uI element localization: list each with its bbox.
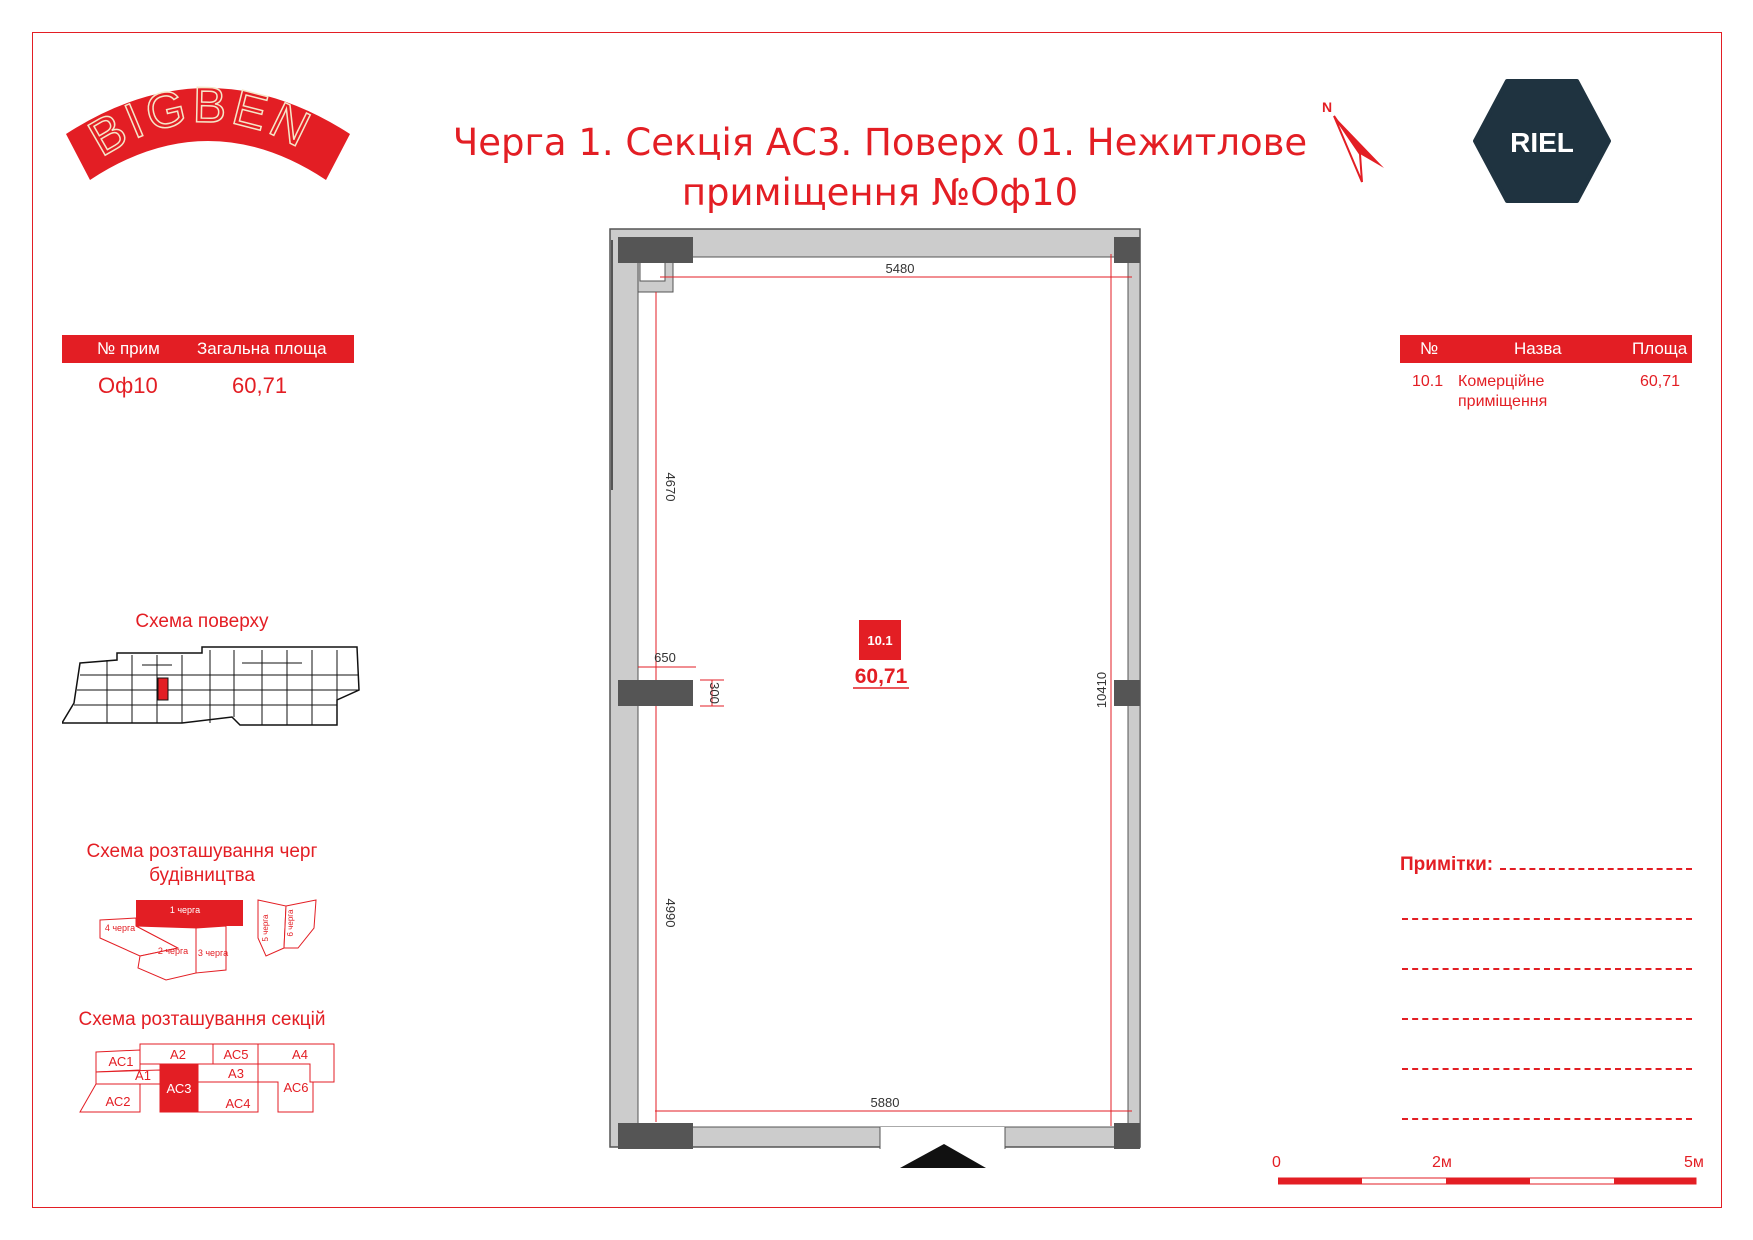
svg-text:А3: А3 xyxy=(228,1066,244,1081)
summary-total-area: 60,71 xyxy=(232,373,288,398)
room-area-label: 60,71 xyxy=(854,665,908,688)
svg-text:BIGBEN: BIGBEN xyxy=(79,76,323,167)
room-header-name: Назва xyxy=(1514,339,1562,358)
dim-bottom-width: 5880 xyxy=(870,1095,900,1110)
note-line xyxy=(1402,1068,1692,1070)
svg-text:4 черга: 4 черга xyxy=(104,923,136,933)
summary-table-header xyxy=(62,335,354,363)
room-row-name: Комерційне приміщення xyxy=(1458,373,1548,410)
dim-pier-width: 650 xyxy=(654,650,676,665)
svg-text:А4: А4 xyxy=(292,1047,308,1062)
riel-logo xyxy=(1472,78,1612,209)
dim-left-lower: 4990 xyxy=(663,898,678,928)
svg-text:АС5: АС5 xyxy=(223,1047,249,1062)
bigben-logo xyxy=(58,72,358,207)
svg-text:АС2: АС2 xyxy=(105,1094,131,1109)
scale-bar xyxy=(1278,1174,1698,1192)
floor-scheme-title: Схема поверху xyxy=(135,611,269,632)
dim-left-upper: 4670 xyxy=(663,472,678,502)
svg-text:2 черга: 2 черга xyxy=(157,946,189,956)
svg-text:АС4: АС4 xyxy=(225,1096,251,1111)
room-header-number: № xyxy=(1420,339,1439,358)
svg-text:5 черга: 5 черга xyxy=(261,914,270,942)
title-line-1: Черга 1. Секція АС3. Поверх 01. Нежитлове xyxy=(452,121,1308,164)
room-row-area: 60,71 xyxy=(1640,373,1681,390)
dim-pier-depth: 300 xyxy=(707,682,722,704)
section-scheme-map xyxy=(78,1042,338,1127)
dim-top-width: 5480 xyxy=(885,261,915,276)
room-header-area: Площа xyxy=(1632,339,1688,358)
dim-right-height: 10410 xyxy=(1094,671,1109,709)
room-table-header xyxy=(1400,335,1692,363)
section-scheme-title: Схема розташування секцій xyxy=(78,1009,326,1030)
note-line xyxy=(1402,918,1692,920)
page-title xyxy=(430,118,1330,218)
room-tag-label: 10.1 xyxy=(867,633,893,648)
queue-scheme-map xyxy=(98,898,328,998)
room-row-number: 10.1 xyxy=(1412,373,1444,390)
svg-text:А2: А2 xyxy=(170,1047,186,1062)
svg-text:1 черга: 1 черга xyxy=(169,905,201,915)
summary-header-area: Загальна площа xyxy=(197,339,327,358)
svg-text:АС6: АС6 xyxy=(283,1080,309,1095)
floor-scheme-map xyxy=(62,645,362,735)
svg-text:6 черга: 6 черга xyxy=(286,909,295,937)
svg-text:АС1: АС1 xyxy=(108,1054,134,1069)
scale-label-0: 0 xyxy=(1272,1154,1281,1171)
notes-label: Примітки: xyxy=(1400,854,1494,875)
summary-room-number: Оф10 xyxy=(98,373,158,398)
svg-text:RIEL: RIEL xyxy=(1510,127,1574,158)
note-line xyxy=(1402,1118,1692,1120)
floor-plan xyxy=(600,220,1160,1185)
scale-label-5m: 5м xyxy=(1684,1154,1704,1171)
svg-text:N: N xyxy=(1322,99,1333,115)
svg-text:АС3: АС3 xyxy=(166,1081,192,1096)
svg-text:3 черга: 3 черга xyxy=(197,948,229,958)
north-arrow-icon xyxy=(1322,96,1394,191)
scale-label-2m: 2м xyxy=(1432,1154,1452,1171)
note-line xyxy=(1402,968,1692,970)
svg-text:А1: А1 xyxy=(135,1068,151,1083)
title-line-2: приміщення №Оф10 xyxy=(681,171,1079,214)
queue-scheme-title: Схема розташування черг будівництва xyxy=(86,841,318,886)
note-line xyxy=(1500,868,1692,870)
note-line xyxy=(1402,1018,1692,1020)
summary-header-number: № прим xyxy=(97,339,160,358)
floor-scheme-highlight xyxy=(158,678,168,700)
